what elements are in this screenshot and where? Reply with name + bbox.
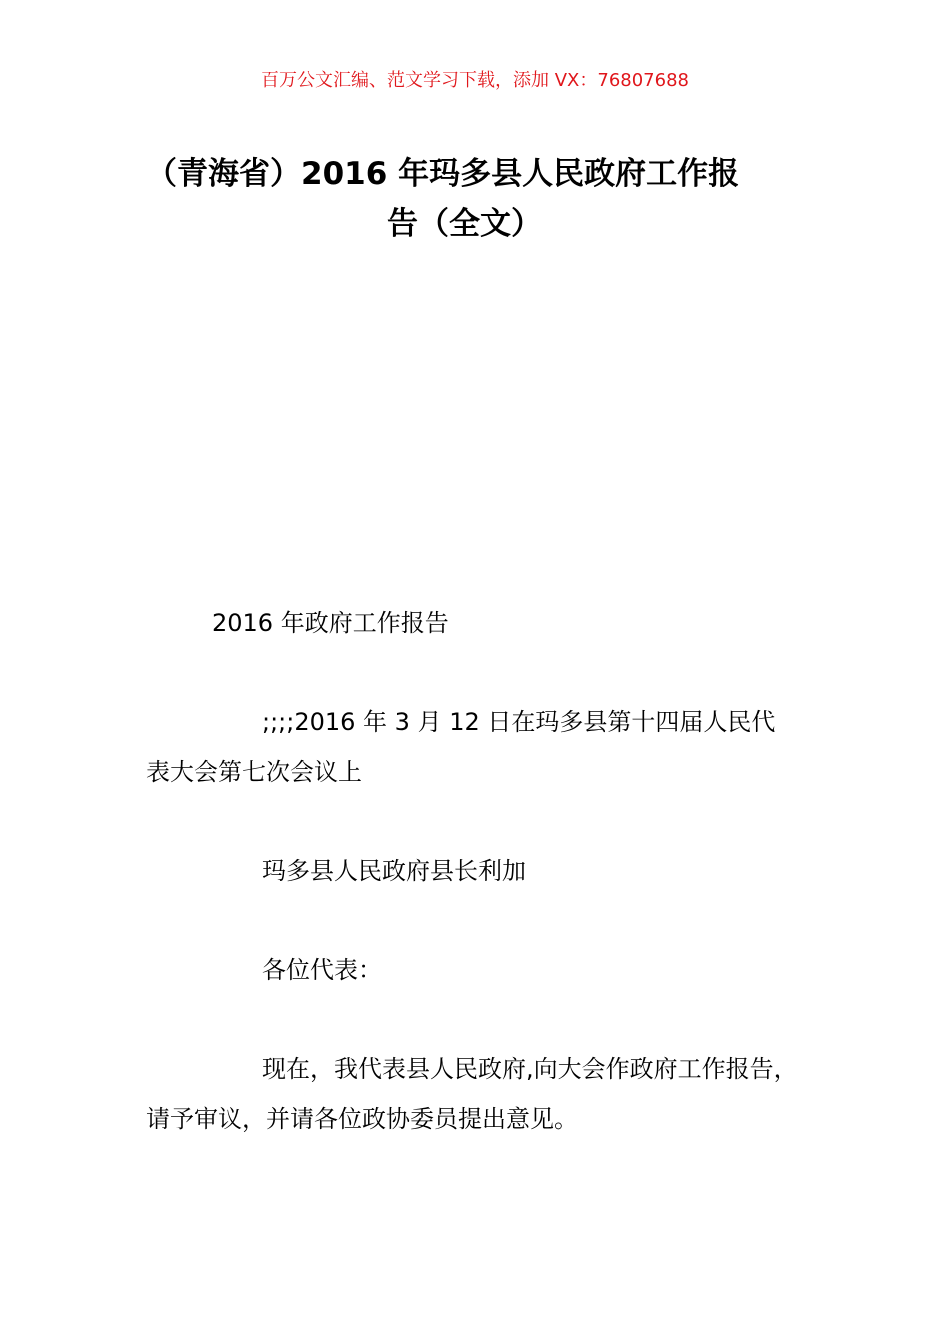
salutation: 各位代表： bbox=[262, 956, 382, 984]
document-title-line-1: （青海省）2016 年玛多县人民政府工作报 bbox=[146, 156, 740, 192]
meeting-info-line-2: 表大会第七次会议上 bbox=[146, 758, 362, 786]
intro-paragraph-line-2: 请予审议，并请各位政协委员提出意见。 bbox=[146, 1105, 578, 1133]
document-title-line-2: 告（全文） bbox=[387, 206, 542, 242]
meeting-info-line-1: ;;;;2016 年 3 月 12 日在玛多县第十四届人民代 bbox=[262, 708, 776, 736]
speaker-line: 玛多县人民政府县长利加 bbox=[262, 857, 526, 885]
intro-paragraph-line-1: 现在，我代表县人民政府,向大会作政府工作报告， bbox=[262, 1055, 798, 1083]
header-download-note: 百万公文汇编、范文学习下载，添加 VX：76807688 bbox=[261, 70, 689, 91]
report-heading: 2016 年政府工作报告 bbox=[212, 609, 449, 637]
